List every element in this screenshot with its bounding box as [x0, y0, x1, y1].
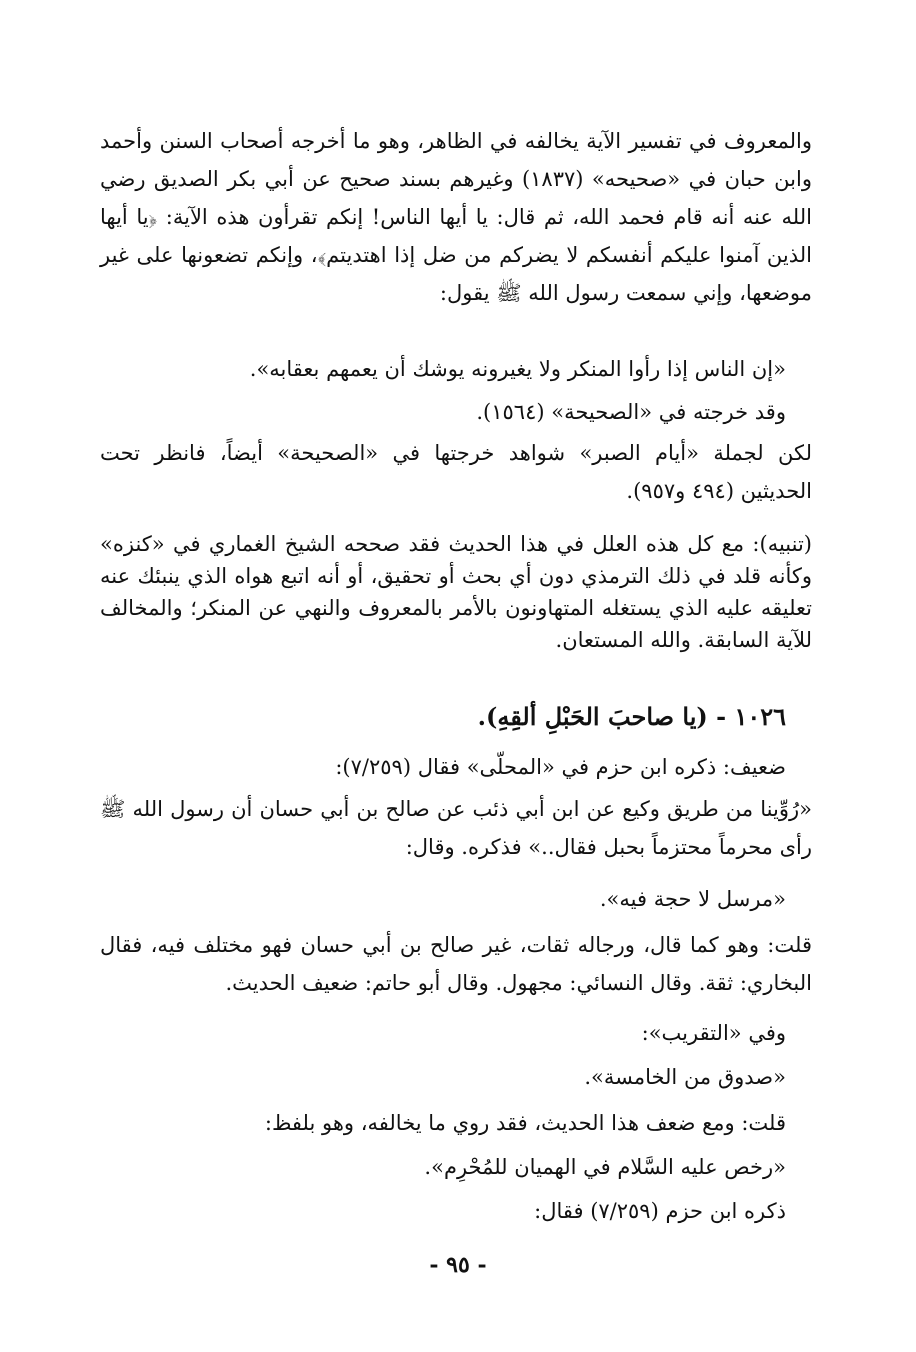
himyan-quote: «رخص عليه السَّلام في الهميان للمُحْرِم».	[424, 1155, 786, 1179]
mursal-quote: «مرسل لا حجة فيه».	[599, 887, 786, 911]
paragraph-text: والمعروف في تفسير الآية يخالفه في الظاهر، وهو ما أخرجه أصحاب السنن وأحمد وابن حبان في «صحيحه» (١٨٣٧) وغيرهم بسند صحيح عن أبي بكر الصديق رضي الله عنه أنه قام فحمد الله، ثم قال: يا أيها الناس! إنكم تقرأون هذه الآية: ﴿يا أيها الذين آمنوا عليكم أنفسكم لا يضركم من ضل إذا اهتديتم﴾، وإنكم تضعونها على غير موضعها، وإني سمعت رسول الله ﷺ يقول:	[100, 129, 812, 305]
paragraph-text: «رُوِّينا من طريق وكيع عن ابن أبي ذئب عن صالح بن أبي حسان أن رسول الله ﷺ رأى محرماً محتزماً بحبل فقال..» فذكره. وقال:	[100, 797, 812, 859]
paragraph-text: قلت: وهو كما قال، ورجاله ثقات، غير صالح بن أبي حسان فهو مختلف فيه، فقال البخاري: ثقة. وقال النسائي: مجهول. وقال أبو حاتم: ضعيف الحديث.	[100, 933, 812, 995]
hadith-heading: ١٠٢٦ - (يا صاحبَ الحَبْلِ ألقِهِ).	[477, 702, 786, 731]
paragraph-text: لكن لجملة «أيام الصبر» شواهد خرجتها في «الصحيحة» أيضاً، فانظر تحت الحديثين (٤٩٤ و٩٥٧).	[100, 441, 812, 503]
taqrib-line: وفي «التقريب»:	[641, 1021, 786, 1045]
hadith-quote: «إن الناس إذا رأوا المنكر ولا يغيرونه يوشك أن يعمهم بعقابه».	[249, 357, 786, 381]
paragraph-witnesses	[100, 434, 812, 510]
commentary-paragraph	[100, 926, 812, 1002]
contrary-line: قلت: ومع ضعف هذا الحديث، فقد روي ما يخالفه، وهو بلفظ:	[264, 1111, 786, 1135]
note-paragraph	[100, 528, 812, 656]
paragraph-intro	[100, 122, 812, 312]
page-number: - ٩٥ -	[429, 1252, 487, 1278]
narration-paragraph	[100, 790, 812, 866]
reference-line: وقد خرجته في «الصحيحة» (١٥٦٤).	[476, 400, 786, 424]
paragraph-text: (تنبيه): مع كل هذه العلل في هذا الحديث فقد صححه الشيخ الغماري في «كنزه» وكأنه قلد في ذلك الترمذي دون أي بحث أو تحقيق، أو أنه اتبع هواه الذي ينبئك عنه تعليقه عليه الذي يستغله المتهاونون بالأمر بالمعروف والنهي عن المنكر؛ والمخالف للآية السابقة. والله المستعان.	[100, 532, 812, 652]
grading-line: ضعيف: ذكره ابن حزم في «المحلّى» فقال (٧/٢٥٩):	[335, 755, 786, 779]
taqrib-quote: «صدوق من الخامسة».	[584, 1065, 786, 1089]
ibn-hazm-line: ذكره ابن حزم (٧/٢٥٩) فقال:	[534, 1199, 786, 1223]
